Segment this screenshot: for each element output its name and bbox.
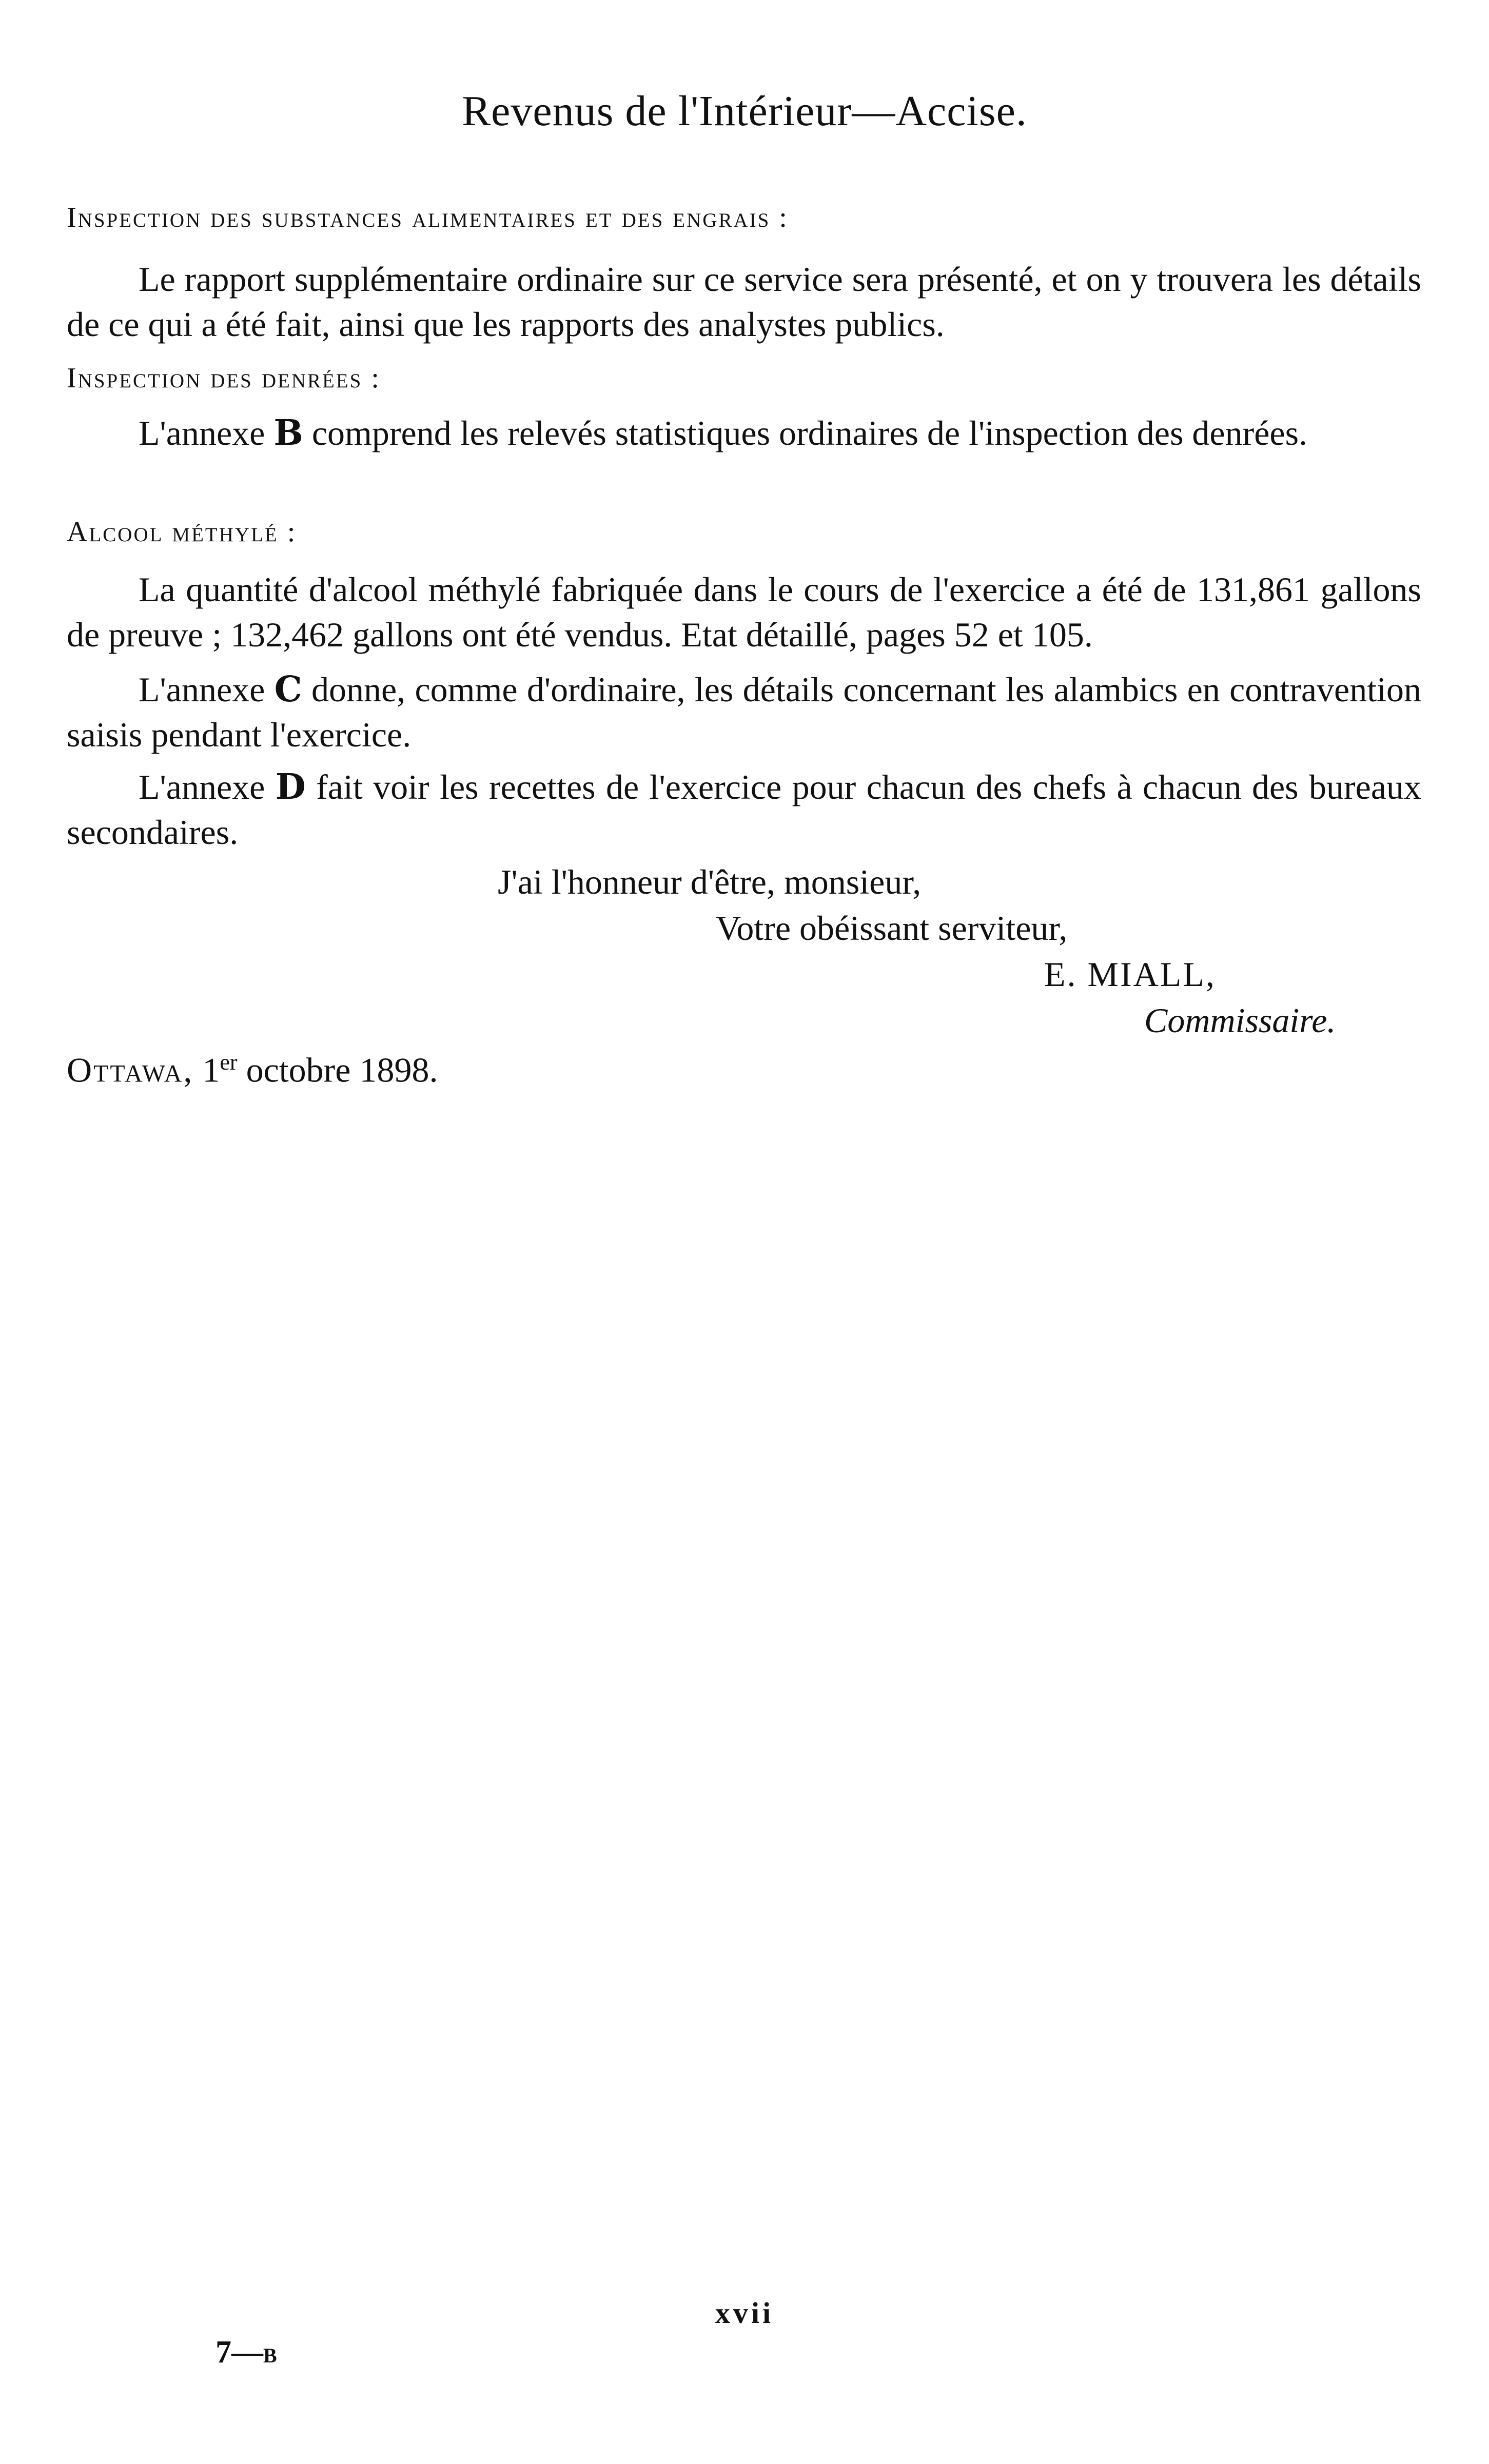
place: Ottawa, <box>67 1050 194 1090</box>
signatory-title: Commissaire. <box>1144 1001 1336 1040</box>
paragraph-annexe-b <box>67 410 1421 456</box>
paragraph-annexe-d <box>67 764 1421 855</box>
paragraph-substances: Le rapport supplémentaire ordinaire sur ce service sera présenté, et on y trouvera les détails de ce qui a été fait, ainsi que les rapports des analystes publics. <box>67 260 1421 344</box>
date-month-year: octobre 1898. <box>246 1050 438 1090</box>
annexe-d-before: L'annexe <box>139 767 265 806</box>
place-date <box>67 1049 438 1091</box>
section-heading-substances: Inspection des substances alimentaires et des engrais : <box>67 202 789 233</box>
paragraph-alcool: La quantité d'alcool méthylé fabriquée dans le cours de l'exercice a été de 131,861 gallons de preuve ; 132,462 gallons ont été vendus. Etat détaillé, pages 52 et 105. <box>67 570 1421 654</box>
paragraph-annexe-c <box>67 667 1421 757</box>
closing-salutation: J'ai l'honneur d'être, monsieur, <box>498 862 922 901</box>
signatory-name: E. MIALL, <box>1044 955 1216 994</box>
closing-valediction: Votre obéissant serviteur, <box>716 909 1068 948</box>
page-number: xvii <box>715 2296 774 2330</box>
annexe-c-after: donne, comme d'ordinaire, les détails concernant les alambics en contravention saisis pendant l'exercice. <box>67 670 1421 754</box>
annexe-c-letter: C <box>274 669 302 710</box>
signature-mark-letter: B <box>263 2344 277 2367</box>
annexe-d-after: fait voir les recettes de l'exercice pour chacun des chefs à chacun des bureaux secondaires. <box>67 767 1422 852</box>
section-heading-denrees: Inspection des denrées : <box>67 362 381 394</box>
annexe-b-letter: B <box>273 412 303 454</box>
annexe-b-after: comprend les relevés statistiques ordinaires de l'inspection des denrées. <box>311 413 1308 452</box>
printer-signature-mark <box>215 2334 277 2371</box>
section-heading-alcool: Alcool méthylé : <box>67 516 297 548</box>
date-day: 1 <box>202 1050 220 1090</box>
annexe-d-letter: D <box>275 766 306 807</box>
signature-mark-number: 7— <box>215 2335 263 2370</box>
annexe-c-before: L'annexe <box>139 670 265 709</box>
annexe-b-before: L'annexe <box>139 413 265 452</box>
page-title: Revenus de l'Intérieur—Accise. <box>462 87 1027 135</box>
date-day-suffix: er <box>220 1050 238 1075</box>
